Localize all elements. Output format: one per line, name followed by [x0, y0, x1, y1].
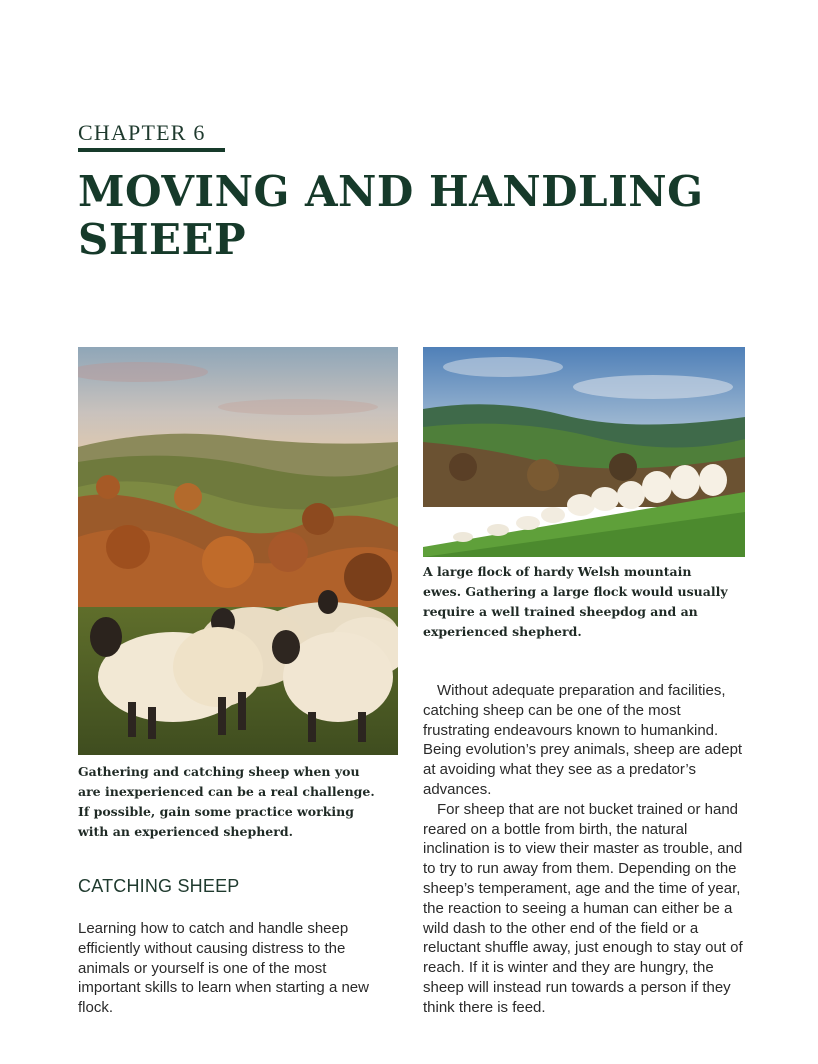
chapter-underline	[78, 148, 225, 152]
photo-sheep-gathering-image	[78, 347, 398, 755]
page-title: MOVING AND HANDLING SHEEP	[78, 167, 704, 264]
body-paragraph: Learning how to catch and handle sheep efficiently without causing distress to the animals or yourself is one of the most important skills to learn when starting a new flock.	[78, 920, 369, 1017]
body-paragraph: Without adequate preparation and facilities, catching sheep can be one of the most frustrating endeavours known to humankind. Being evolution’s prey animals, sheep are adept at avoiding what they see as a predator’s advances.	[423, 682, 743, 798]
body-text-left	[78, 919, 378, 1018]
photo-caption-left: Gathering and catching sheep when you are inexperienced can be a real challenge. If possible, gain some practice working with an experienced shepherd.	[78, 764, 375, 839]
photo-caption-right: A large flock of hardy Welsh mountain ewes. Gathering a large flock would usually require a well trained sheepdog and an experienced shepherd.	[423, 564, 728, 639]
chapter-label: CHAPTER 6	[78, 120, 206, 145]
photo-welsh-mountain-ewes-image	[423, 347, 745, 557]
photo-sheep-gathering	[78, 347, 398, 755]
body-paragraph: For sheep that are not bucket trained or hand reared on a bottle from birth, the natural inclination is to view their master as trouble, and to try to run away from them. Depending on the sheep’s temperament, age and the time of year, the reaction to seeing a human can either be a wild dash to the other end of the field or a reluctant shuffle away, just enough to stay out of reach. If it is winter and they are hungry, the sheep will instead run towards a person if they think there is feed.	[423, 800, 743, 1016]
section-heading: CATCHING SHEEP	[78, 876, 240, 896]
body-text-right	[423, 681, 745, 1018]
photo-welsh-mountain-ewes	[423, 347, 745, 557]
